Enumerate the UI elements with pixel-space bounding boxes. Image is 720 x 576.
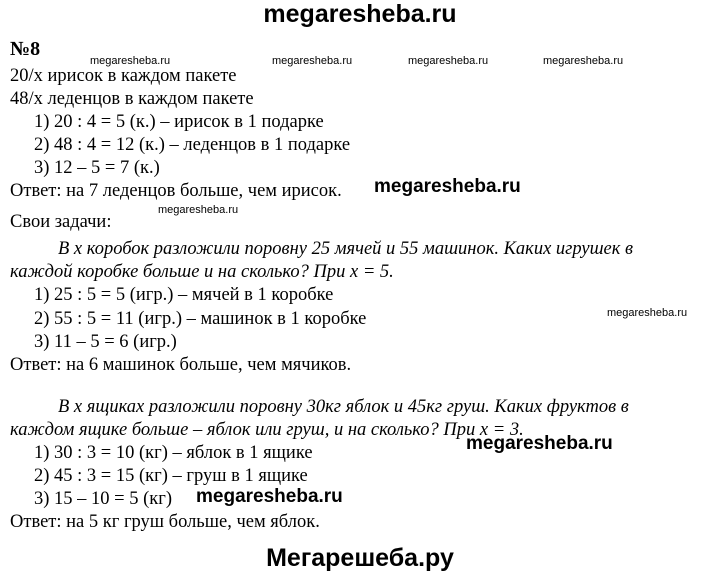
text-line: 3) 11 – 5 = 6 (игр.) <box>34 332 177 352</box>
text-line: 20/x ирисок в каждом пакете <box>10 66 237 86</box>
watermark-bottom: Мегарешеба.ру <box>266 544 454 572</box>
text-line: Ответ: на 7 леденцов больше, чем ирисок. <box>10 181 342 201</box>
watermark-big: megaresheba.ru <box>466 433 613 454</box>
text-line: В x ящиках разложили поровну 30кг яблок и 45кг груш. Каких фруктов в <box>58 397 629 417</box>
text-line: 1) 20 : 4 = 5 (к.) – ирисок в 1 подарке <box>34 112 324 132</box>
text-line: 2) 48 : 4 = 12 (к.) – леденцов в 1 подарке <box>34 135 351 155</box>
text-line: каждой коробке больше и на сколько? При x = 5. <box>10 262 394 282</box>
text-line: 2) 45 : 3 = 15 (кг) – груш в 1 ящике <box>34 466 308 486</box>
text-line: Ответ: на 5 кг груш больше, чем яблок. <box>10 512 320 532</box>
text-line: 3) 15 – 10 = 5 (кг) <box>34 489 172 509</box>
text-line: В x коробок разложили поровну 25 мячей и 55 машинок. Каких игрушек в <box>58 239 634 259</box>
text-line: 1) 25 : 5 = 5 (игр.) – мячей в 1 коробке <box>34 285 334 305</box>
watermark-small: megaresheba.ru <box>607 307 688 319</box>
watermark-top: megaresheba.ru <box>263 0 457 28</box>
text-line: 48/x леденцов в каждом пакете <box>10 89 254 109</box>
watermark-small: megaresheba.ru <box>90 55 171 67</box>
text-line: Свои задачи: <box>10 212 112 232</box>
watermark-big: megaresheba.ru <box>374 176 521 197</box>
task-number: №8 <box>10 38 41 60</box>
watermark-big: megaresheba.ru <box>196 486 343 507</box>
text-line: 2) 55 : 5 = 11 (игр.) – машинок в 1 коробке <box>34 309 367 329</box>
watermark-small: megaresheba.ru <box>408 55 489 67</box>
text-line: 3) 12 – 5 = 7 (к.) <box>34 158 160 178</box>
text-line: Ответ: на 6 машинок больше, чем мячиков. <box>10 355 352 375</box>
watermark-small: megaresheba.ru <box>158 204 239 216</box>
watermark-small: megaresheba.ru <box>543 55 624 67</box>
text-line: 1) 30 : 3 = 10 (кг) – яблок в 1 ящике <box>34 443 313 463</box>
text-line: каждом ящике больше – яблок или груш, и на сколько? При x = 3. <box>10 420 524 440</box>
watermark-small: megaresheba.ru <box>272 55 353 67</box>
